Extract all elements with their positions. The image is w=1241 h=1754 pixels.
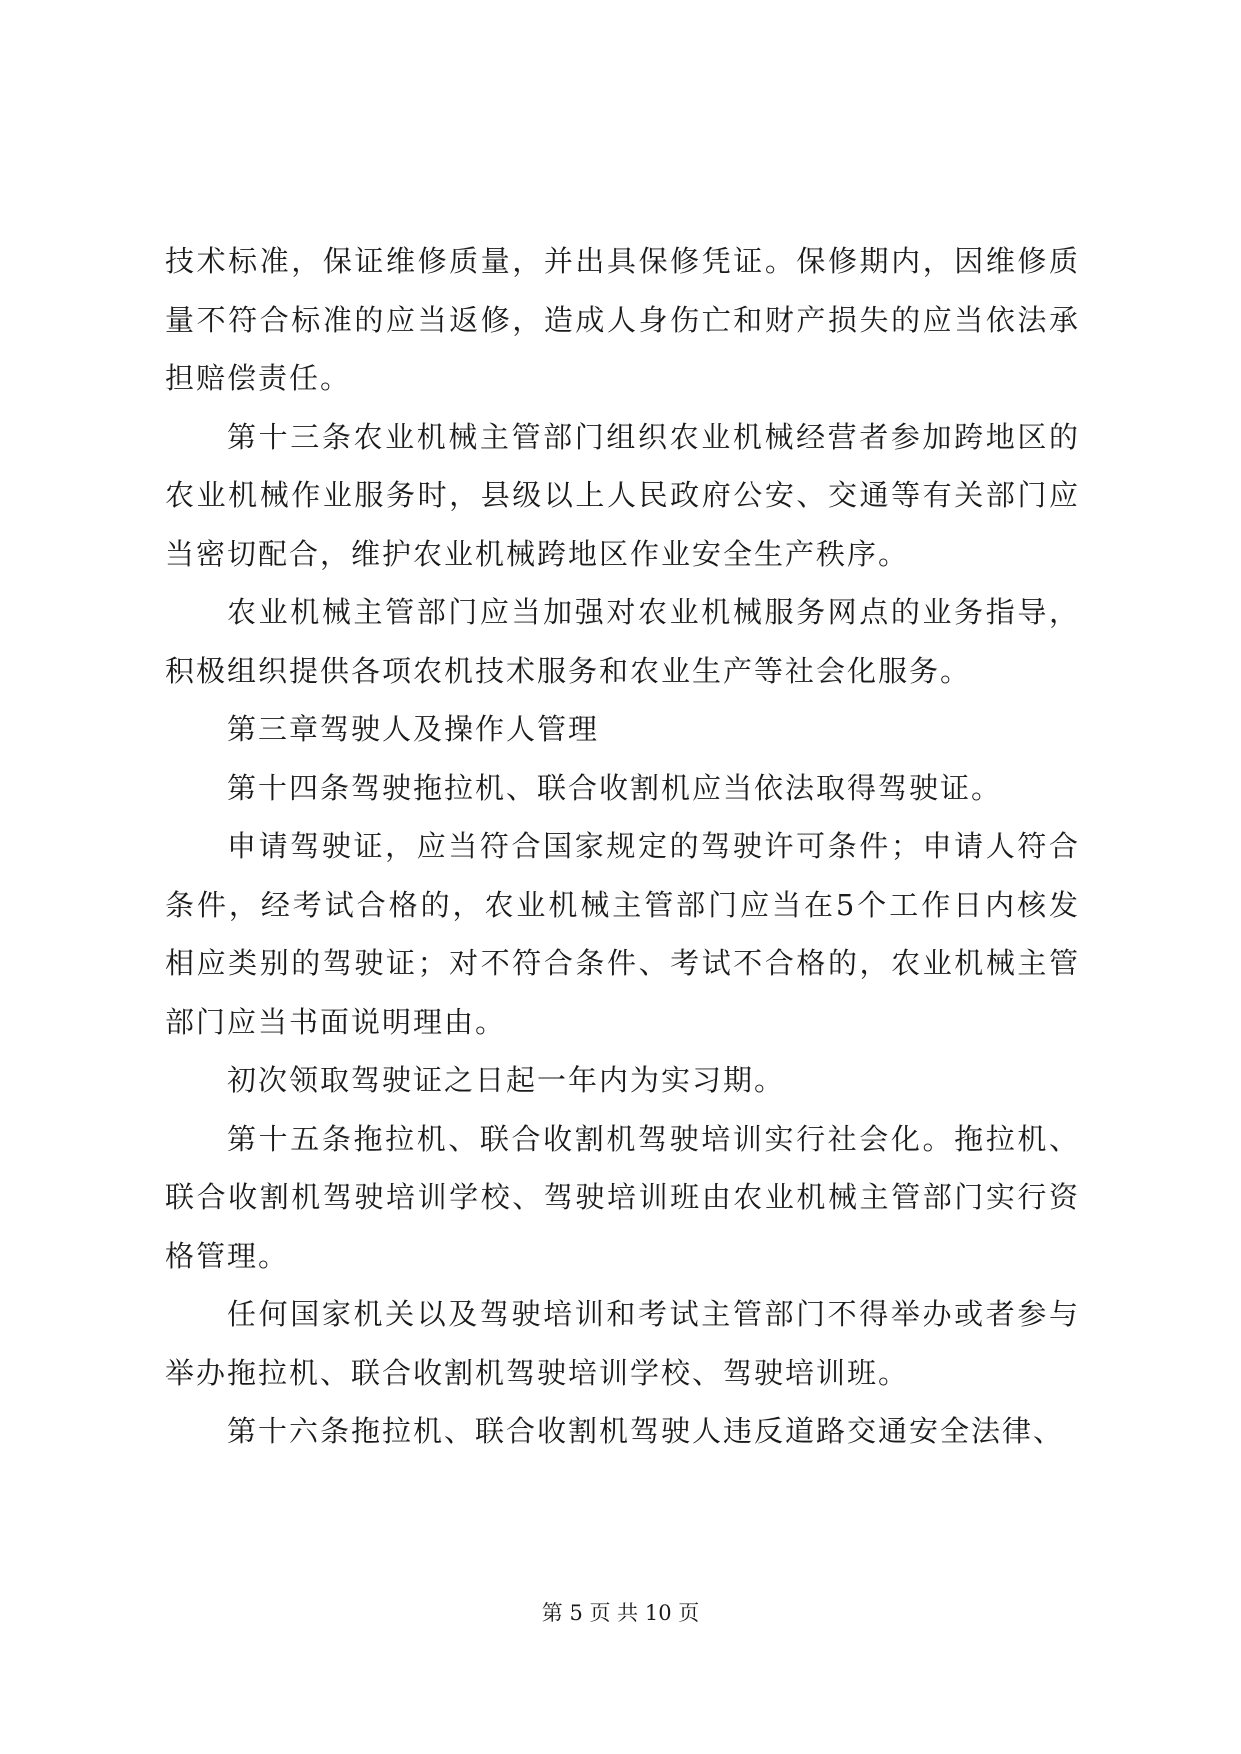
document-body (165, 232, 1080, 1461)
paragraph: 申请驾驶证，应当符合国家规定的驾驶许可条件；申请人符合条件，经考试合格的，农业机械主管部门应当在5个工作日内核发相应类别的驾驶证；对不符合条件、考试不合格的，农业机械主管部门应当书面说明理由。 (165, 829, 1080, 1039)
page-footer: 第 5 页 共 10 页 (541, 1601, 700, 1625)
paragraph: 农业机械主管部门应当加强对农业机械服务网点的业务指导，积极组织提供各项农机技术服务和农业生产等社会化服务。 (165, 595, 1080, 688)
chapter-heading: 第三章驾驶人及操作人管理 (227, 712, 600, 746)
paragraph: 初次领取驾驶证之日起一年内为实习期。 (227, 1063, 786, 1097)
paragraph: 第十三条农业机械主管部门组织农业机械经营者参加跨地区的农业机械作业服务时，县级以上人民政府公安、交通等有关部门应当密切配合，维护农业机械跨地区作业安全生产秩序。 (165, 419, 1080, 571)
paragraph: 第十五条拖拉机、联合收割机驾驶培训实行社会化。拖拉机、联合收割机驾驶培训学校、驾驶培训班由农业机械主管部门实行资格管理。 (165, 1121, 1080, 1273)
paragraph: 第十六条拖拉机、联合收割机驾驶人违反道路交通安全法律、 (227, 1414, 1065, 1448)
paragraph: 任何国家机关以及驾驶培训和考试主管部门不得举办或者参与举办拖拉机、联合收割机驾驶培训学校、驾驶培训班。 (165, 1297, 1080, 1390)
paragraph: 技术标准，保证维修质量，并出具保修凭证。保修期内，因维修质量不符合标准的应当返修，造成人身伤亡和财产损失的应当依法承担赔偿责任。 (165, 244, 1080, 395)
paragraph: 第十四条驾驶拖拉机、联合收割机应当依法取得驾驶证。 (227, 770, 1003, 805)
